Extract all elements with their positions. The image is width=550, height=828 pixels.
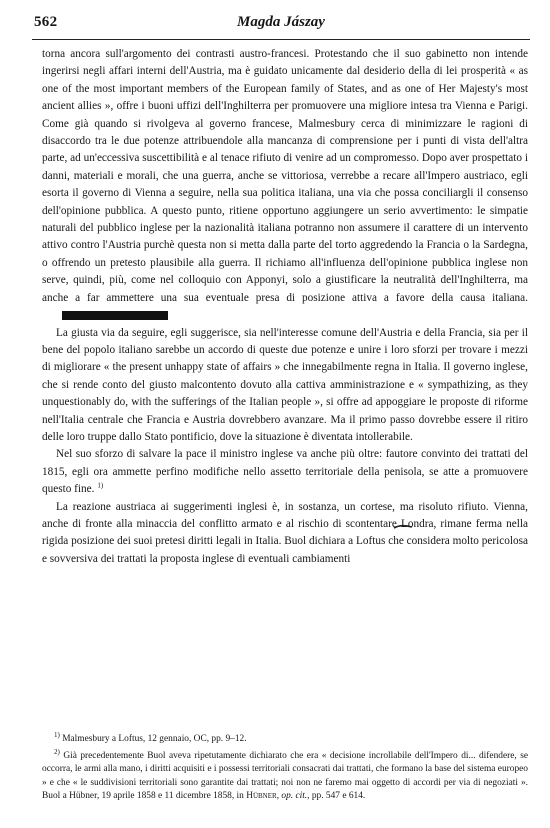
running-head: Magda Jászay [237, 14, 325, 30]
footnote-2-sep: , [276, 791, 282, 802]
footnote-1 [42, 730, 528, 747]
footnotes [42, 730, 529, 804]
main-text [42, 46, 528, 568]
footnote-2 [42, 747, 529, 804]
paragraph-2 [42, 325, 528, 447]
footnote-2-text: Già precedentemente Buol aveva ripetutamente dichiarato che era « decisione incrollabile dell'Impero di... difendere, se occorra, le armi alla mano, i diritti acquisiti e i possessi territoriali consacrati dai trattati, che formano la base del sistema europeo » e che « le suddivisioni territoriali sono garantite dai trattati; noi non ne faremo mai oggetto di accordi per via di negoziati ». Buol a Hübner, 19 aprile 1858 e 11 dicembre 1858, in [42, 750, 529, 802]
header-rule [32, 39, 530, 40]
footnote-2-end: , pp. 547 e 614. [307, 791, 366, 802]
paragraph-3-text: Nel suo sforzo di salvare la pace il ministro inglese va anche più oltre: fautore convinto dei trattati del 1815, egli ora ammette perfino modifiche nello assetto territoriale della penisola, se atte a promuovere questo fine. [42, 448, 528, 496]
paragraph-3 [42, 446, 528, 498]
footnote-2-cit: op. cit. [281, 791, 308, 802]
redaction-bar [62, 311, 168, 320]
paragraph-4-text: La reazione austriaca ai suggerimenti inglesi è, in sostanza, un cortese, ma risoluto rifiuto. Vienna, anche di fronte alla minaccia del conflitto armato e al rischio di scontentare Londra, rimane ferma nella rigida posizione dei suoi pretesi diritti legali in Italia. Buol dichiara a Loftus che considera molto pericolosa e sovversiva dei trattati la proposta inglese di eventuali cambiamenti [42, 500, 528, 565]
footnote-ref-1: 1) [97, 481, 104, 490]
paragraph-1-text: torna ancora sull'argomento dei contrasti austro-francesi. Protestando che il suo gabinetto non intende ingerirsi negli affari interni dell'Austria, ma è guidato unicamente dal desiderio della di lei prosperità « as one of the most important members of the European family of States, and as one of Her Majesty's most ancient allies », offre i buoni uffizi dell'Inghilterra per promuovere una migliore intesa tra Vienna e Parigi. Come già quando si rivolgeva al governo francese, Malmesbury cerca di minimizzare le ragioni di disaccordo tra le due potenze attribuendole alla mancanza di comprensione per i punti di vista dell'altra parte, ad un'eccessiva suscettibilità e al tenace rifiuto di venire ad un compromesso. Dopo aver prospettato i danni, materiali e morali, che una guerra, anche se vittoriosa, verrebbe a recare all'Impero austriaco, egli esorta il governo di Vienna a seguire, nella sua politica italiana, una via che possa conciliargli il consenso dell'opinione pubblica. A questo punto, ritiene opportuno aggiungere un serio avvertimento: le simpatie naturali del pubblico inglese per la nazionalità italiana potranno non assumere il carattere di un intervento attivo contro l'Austria purchè questa non si metta dalla parte del torto aggredendo la Francia o la Sardegna, o offrendo un pretesto plausibile alla guerra. Il richiamo all'influenza dell'opinione pubblica inglese non serve, quindi, più, come nel colloquio con Apponyi, solo a giustificare la neutralità dell'Inghilterra, ma anche a far ammettere una sua eventuale presa di posizione attiva a favore della causa italiana. [42, 48, 528, 304]
pen-mark [393, 524, 413, 530]
footnote-1-text: Malmesbury a Loftus, 12 gennaio, OC, pp. 9–12. [62, 734, 247, 744]
footnote-1-mark: 1) [54, 730, 60, 739]
paragraph-2-text: La giusta via da seguire, egli suggerisce, sia nell'interesse comune dell'Austria e della Francia, sia per il bene del popolo italiano sarebbe un accordo di queste due potenze e unire i loro sforzi per trovare i mezzi di migliorare « the present unhappy state of affairs » che innegabilmente regna in Italia. Il governo inglese, che si rende conto del giusto malcontento dovuto alla cattiva amministrazione e « sympathizing, as they unquestionably do, with the sufferings of the Italian people », si offre ad appoggiare le proposte di riforme nell'Italia centrale che Francia e Austria dovrebbero avanzare. Ma il primo passo dovrebbe essere il ritiro delle loro truppe dallo Stato pontificio, dove la situazione è diventata intollerabile. [42, 326, 528, 443]
page-header [34, 14, 528, 36]
paragraph-4 [42, 499, 528, 569]
footnote-2-mark: 2) [54, 747, 60, 756]
footnote-2-author: Hübner [246, 791, 277, 802]
page-number: 562 [34, 14, 58, 30]
paragraph-1 [42, 46, 528, 325]
